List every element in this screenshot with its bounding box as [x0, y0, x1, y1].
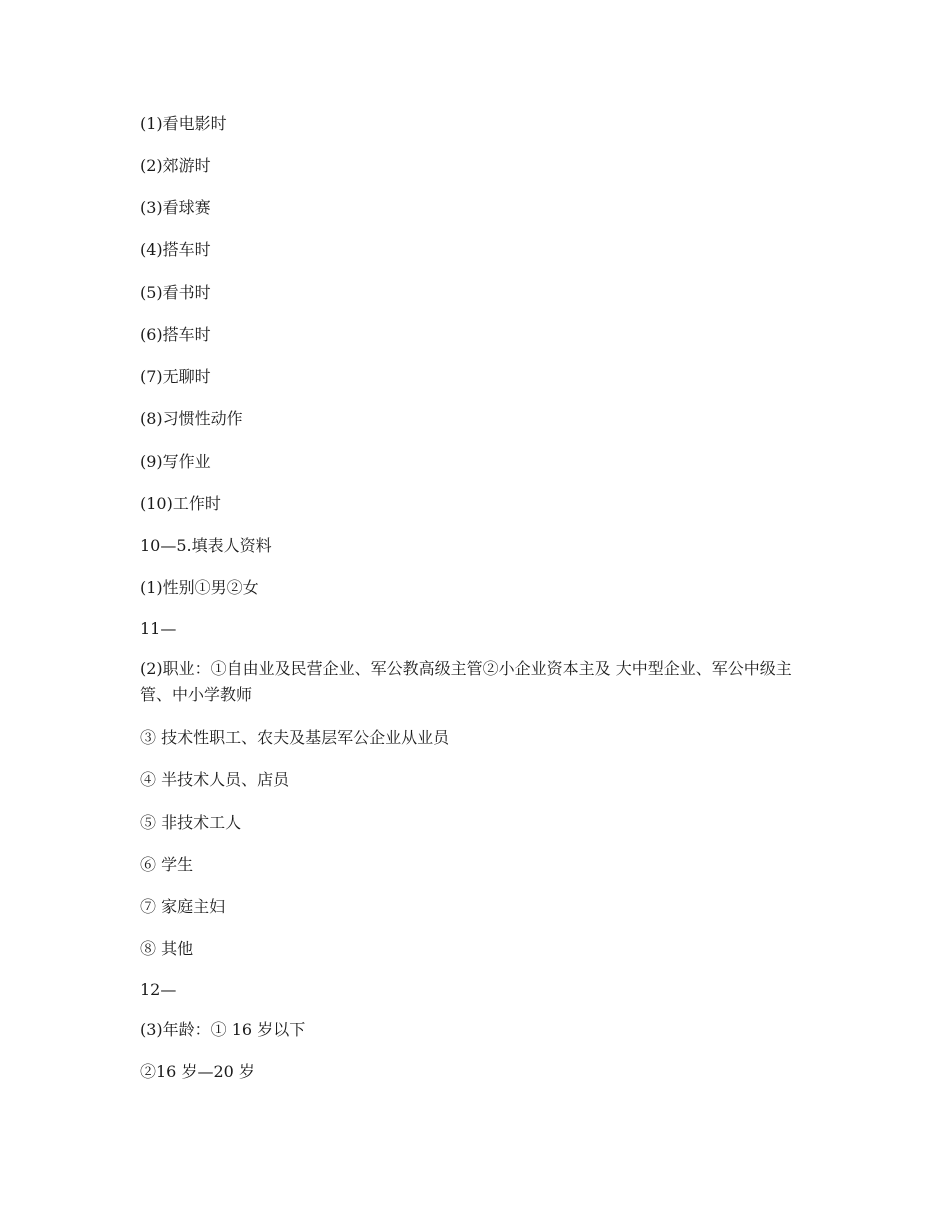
list-item: (9)写作业 — [140, 452, 211, 471]
list-item: (6)搭车时 — [140, 325, 211, 344]
list-item: (2)职业：①自由业及民营企业、军公教高级主管②小企业资本主及 大中型企业、军公中级主管、中小学教师 — [140, 659, 792, 704]
list-item: (1)性别①男②女 — [140, 578, 259, 597]
list-item: (10)工作时 — [140, 494, 221, 513]
list-item: (2)郊游时 — [140, 156, 211, 175]
list-item: ③ 技术性职工、农夫及基层军公企业从业员 — [140, 728, 450, 747]
list-item: ②16 岁—20 岁 — [140, 1062, 255, 1081]
list-item: (5)看书时 — [140, 283, 211, 302]
list-item: (7)无聊时 — [140, 367, 211, 386]
list-item: (3)年龄：① 16 岁以下 — [140, 1020, 306, 1039]
list-item: ⑦ 家庭主妇 — [140, 897, 226, 916]
list-item: (1)看电影时 — [140, 114, 227, 133]
list-item: ⑥ 学生 — [140, 855, 194, 874]
list-item: ⑧ 其他 — [140, 939, 194, 958]
section-heading: 10—5.填表人资料 — [140, 536, 272, 555]
section-marker: 12— — [140, 980, 177, 999]
section-marker: 11— — [140, 619, 177, 638]
list-item: ④ 半技术人员、店员 — [140, 770, 290, 789]
list-item: ⑤ 非技术工人 — [140, 813, 242, 832]
list-item: (3)看球赛 — [140, 198, 211, 217]
list-item: (8)习惯性动作 — [140, 409, 243, 428]
list-item: (4)搭车时 — [140, 240, 211, 259]
